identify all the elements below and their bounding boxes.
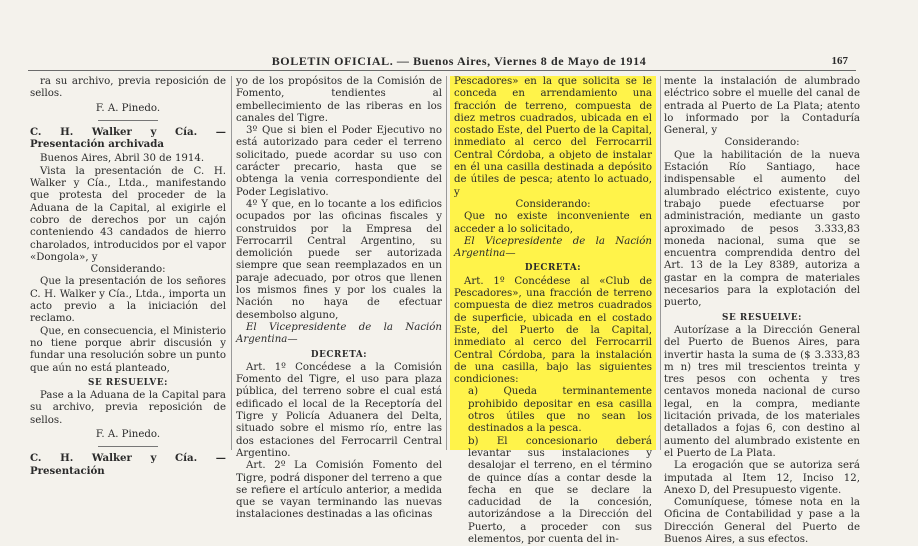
page-header (0, 0, 918, 76)
article: Art. 1º Concédese al «Club de Pescadores», una fracción de terreno compuesta de diez metros cuadrados de superficie, ubicada en el costado Este, del Puerto de la Capital, inmediato al cerco del Ferrocarril Central Córdoba, para la instalación de una casilla, bajo las siguientes condiciones: (454, 275, 652, 386)
decree-label: DECRETA: (524, 263, 582, 274)
article: Art. 2º La Comisión Fomento del Tigre, podrá disponer del terreno a que se refiere el artículo anterior, a medida que se vayan terminando las nuevas instalaciones destinadas a las oficinas (236, 460, 442, 521)
paragraph: mente la instalación de alumbrado eléctrico sobre el muelle del canal de entrada al Puerto de La Plata; atento lo informado por la Contaduría General, y (664, 76, 860, 137)
column-1 (30, 76, 226, 477)
column-divider (660, 76, 661, 450)
section-heading: C. H. Walker y Cía. — Presentación (30, 452, 226, 477)
date-line: Buenos Aires, Abril 30 de 1914. (40, 153, 205, 165)
resolution-label: SE RESUELVE: (722, 312, 802, 323)
paragraph: yo de los propósitos de la Comisión de Fomento, tendientes al embellecimiento de las riberas en los canales del Tigre. (236, 76, 442, 124)
authority-line: El Vicepresidente de la Nación Argentina— (454, 235, 652, 260)
paragraph: Comuníquese, tómese nota en la Oficina de Contabilidad y pase a la Dirección General del Puerto de Buenos Aires, a sus efectos. (664, 497, 860, 545)
paragraph: Vista la presentación de C. H. Walker y Cía., Ltda., manifestando que protesta del proceder de la Aduana de la Capital, al exigirle el cobro de derechos por un cajón conteniendo 43 candados de hierro charolados, introducidos por el vapor «Dongola», y (30, 165, 226, 263)
section-heading: C. H. Walker y Cía. — Presentación archivada (30, 125, 226, 151)
paragraph: Que la presentación de los señores C. H. Walker y Cía., Ltda., importa un acto previo a la iniciación del reclamo. (30, 276, 226, 325)
column-divider (231, 76, 232, 450)
paragraph: Autorízase a la Dirección General del Puerto de Buenos Aires, para invertir hasta la suma de ($ 3.333,83 m n) tres mil trescientos treinta y tres pesos con ochenta y tres centavos moneda nacional de curso legal, en la compra, mediante licitación privada, de los materiales detallados a fojas 6, con destino al aumento del alumbrado existente en el Puerto de La Plata. (664, 324, 860, 459)
paragraph: ra su archivo, previa reposición de sellos. (30, 76, 226, 100)
authority-line: El Vicepresidente de la Nación Argentina— (236, 321, 442, 346)
running-head: BOLETIN OFICIAL. — Buenos Aires, Viernes 8 de Mayo de 1914 (271, 54, 647, 68)
considerando-label: Considerando: (90, 264, 166, 276)
paragraph: Que no existe inconveniente en acceder a lo solicitado, (454, 211, 652, 235)
article: Art. 1º Concédese a la Comisión Fomento del Tigre, el uso para plaza pública, del terreno sobre el cual está edificado el local de la Receptoría del Tigre y Policía Aduanera del Delta, situado sobre el mismo río, entre las dos estaciones del Ferrocarril Central Argentino. (236, 361, 442, 459)
condition-item: b) El concesionario deberá levantar sus instalaciones y desalojar el terreno, en el término de quince días a contar desde la fecha en que se declare la caducidad de la concesión, autorizándose a la Dirección del Puerto, a proceder con sus elementos, por cuenta del in- (468, 435, 652, 545)
paragraph: Pase a la Aduana de la Capital para su archivo, previa reposición de sellos. (30, 390, 226, 426)
section-divider (98, 446, 158, 447)
page-number: 167 (831, 55, 848, 67)
signature: F. A. Pinedo. (95, 102, 161, 114)
column-2 (236, 76, 442, 521)
paragraph: Que, en consecuencia, el Ministerio no tiene porque abrir discusión y fundar una resolución sobre un punto que aún no está planteado, (30, 325, 226, 374)
resolution-label: SE RESUELVE: (88, 377, 168, 388)
column-4 (664, 76, 860, 545)
section-divider (98, 120, 158, 121)
considerando-label: Considerando: (724, 137, 800, 149)
paragraph: 4º Y que, en lo tocante a los edificios ocupados por las oficinas fiscales y construidos por la Empresa del Ferrocarril Central Argentino, su demolición puede ser autorizada siempre que sean reemplazados en un paraje adecuado, por otros que llenen los mismos fines y por los cuales la Nación no haya de efectuar desembolso alguno, (236, 198, 442, 321)
condition-item: a) Queda terminantemente prohibido depositar en esa casilla otros útiles que no sean los destinados a la pesca. (468, 386, 652, 435)
column-3-highlighted (450, 76, 656, 545)
column-divider (446, 76, 447, 450)
paragraph: Que la habilitación de la nueva Estación Río Santiago, hace indispensable el aumento del alumbrado eléctrico existente, cuyo trabajo puede efectuarse por administración, mediante un gasto aproximado de pesos 3.333,83 moneda nacional, suma que se encuentra comprendida dentro del Art. 13 de la Ley 8389, autoriza a gastar en la compra de materiales necesarios para la explotación del puerto, (664, 149, 860, 309)
paragraph: 3º Que si bien el Poder Ejecutivo no está autorizado para ceder el terreno solicitado, puede acordar su uso con carácter precario, hasta que se obtenga la venia correspondiente del Poder Legislativo. (236, 125, 442, 198)
header-rule (28, 70, 856, 71)
decree-label: DECRETA: (310, 349, 368, 360)
considerando-label: Considerando: (515, 198, 591, 210)
signature: F. A. Pinedo. (95, 429, 161, 441)
paragraph: La erogación que se autoriza será imputada al Item 12, Inciso 12, Anexo D, del Presupuesto vigente. (664, 460, 860, 496)
paragraph: Pescadores» en la que solicita se le conceda en arrendamiento una fracción de terreno, compuesta de diez metros cuadrados, ubicada en el costado Este, del Puerto de la Capital, inmediato al cerco del Ferrocarril Central Córdoba, a objeto de instalar en él una casilla destinada a depósito de útiles de pesca; atento lo actuado, y (454, 76, 652, 198)
